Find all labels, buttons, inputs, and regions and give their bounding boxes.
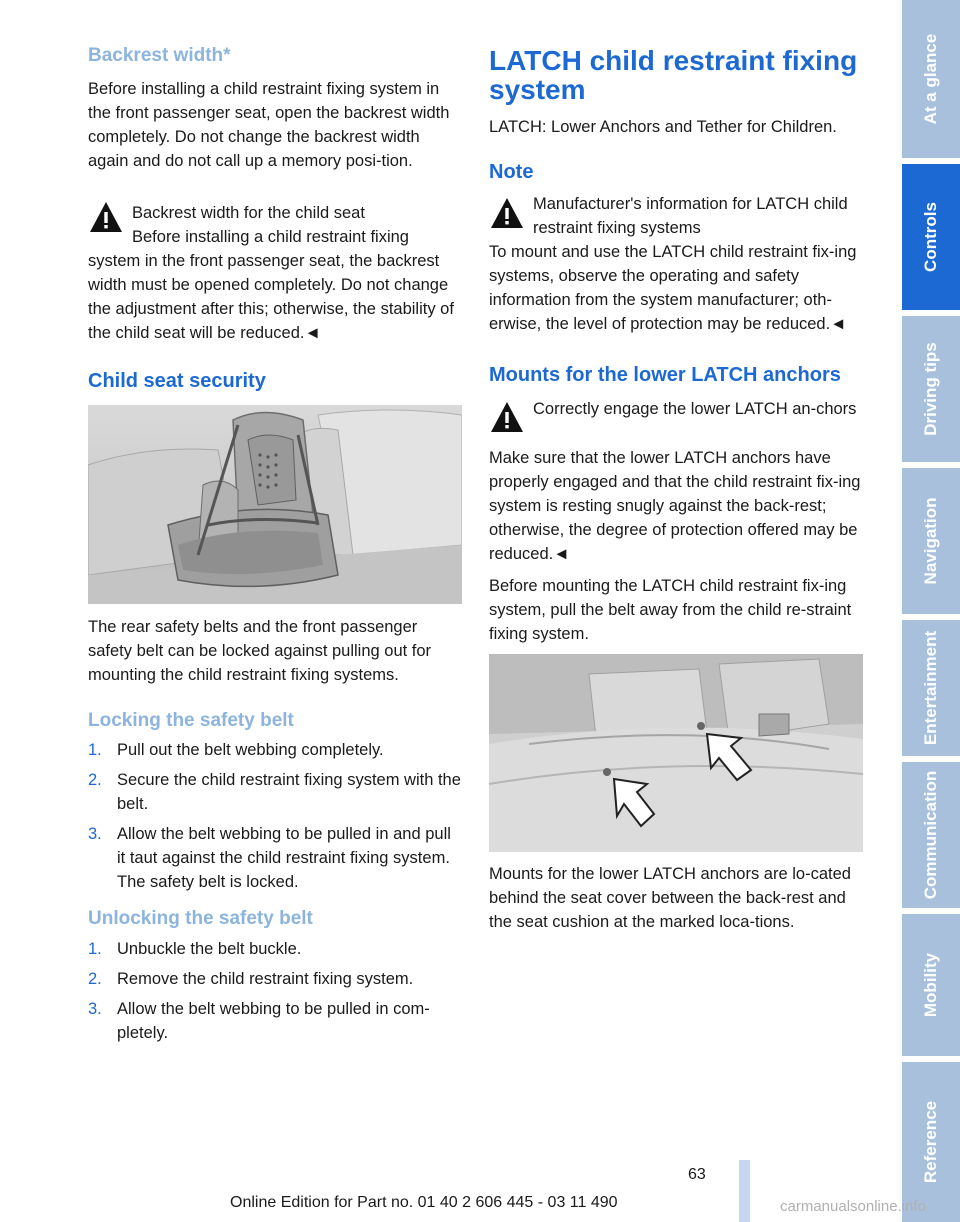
list-item: 1. Unbuckle the belt buckle. — [88, 940, 302, 958]
child-seat-illustration — [88, 405, 462, 604]
tab-controls[interactable]: Controls — [902, 164, 960, 310]
watermark: carmanualsonline.info — [780, 1198, 926, 1215]
footer-edition-text: Online Edition for Part no. 01 40 2 606 445 - 03 11 490 — [230, 1194, 618, 1211]
child-seat-security-heading: Child seat security — [88, 370, 266, 392]
page-number-rule — [739, 1160, 750, 1222]
note-body: To mount and use the LATCH child restraint fix-ing systems, observe the operating and safety information from the system manufacturer; oth-erwise, the level of protection may be reduced.◄ — [489, 243, 857, 333]
note-heading: Note — [489, 161, 534, 183]
tab-navigation[interactable]: Navigation — [902, 468, 960, 614]
list-item: 1. Pull out the belt webbing completely. — [88, 741, 384, 759]
unlocking-steps-list — [88, 937, 462, 1051]
mounts-body-2: Before mounting the LATCH child restraint fix-ing system, pull the belt away from the child re-straint fixing system. — [489, 577, 852, 643]
backrest-warning-body: Before installing a child restraint fixing system in the front passenger seat, the backrest width must be opened completely. Do not change the adjustment after this; otherwise, the stability of the child seat will be reduced.◄ — [88, 228, 454, 342]
tab-communication[interactable]: Communication — [902, 762, 960, 908]
latch-title: LATCH child restraint fixing system — [489, 45, 858, 105]
tab-mobility[interactable]: Mobility — [902, 914, 960, 1056]
tab-driving-tips[interactable]: Driving tips — [902, 316, 960, 462]
mounts-caption: Mounts for the lower LATCH anchors are lo-cated behind the seat cover between the back-rest and the seat cushion at the marked loca-tions. — [489, 865, 851, 931]
backrest-width-heading: Backrest width* — [88, 45, 231, 66]
latch-anchor-illustration — [489, 654, 863, 852]
tab-entertainment[interactable]: Entertainment — [902, 620, 960, 756]
list-item: 2. Secure the child restraint fixing system with the belt. — [88, 771, 461, 813]
child-seat-security-caption: The rear safety belts and the front passenger safety belt can be locked against pulling out for mounting the child restraint fixing systems. — [88, 618, 432, 684]
tab-at-a-glance[interactable]: At a glance — [902, 0, 960, 158]
tab-reference[interactable]: Reference — [902, 1062, 960, 1222]
mounts-heading: Mounts for the lower LATCH anchors — [489, 364, 841, 386]
page-number: 63 — [688, 1166, 706, 1183]
list-item: 2. Remove the child restraint fixing system. — [88, 970, 414, 988]
list-item: 3. Allow the belt webbing to be pulled in com-pletely. — [88, 1000, 430, 1042]
unlocking-belt-heading: Unlocking the safety belt — [88, 908, 313, 929]
backrest-width-body: Before installing a child restraint fixing system in the front passenger seat, open the backrest width completely. Do not change the backrest width again and do not call up a memory posi-tion. — [88, 80, 450, 170]
mounts-warning-title: Correctly engage the lower LATCH an-chors — [533, 400, 857, 418]
note-warning-title: Manufacturer's information for LATCH child restraint fixing systems — [533, 195, 848, 237]
latch-intro: LATCH: Lower Anchors and Tether for Children. — [489, 118, 837, 136]
mounts-body-1: Make sure that the lower LATCH anchors have properly engaged and that the child restraint fix-ing system is resting snugly against the back-rest; otherwise, the degree of protection offered may be reduced.◄ — [489, 449, 861, 563]
backrest-warning-title: Backrest width for the child seat — [132, 204, 365, 222]
locking-belt-heading: Locking the safety belt — [88, 710, 294, 731]
locking-steps-list — [88, 738, 462, 900]
list-item: 3. Allow the belt webbing to be pulled in and pull it taut against the child restraint fixing system. The safety belt is locked. — [88, 825, 451, 891]
chapter-sidebar — [902, 0, 960, 1222]
